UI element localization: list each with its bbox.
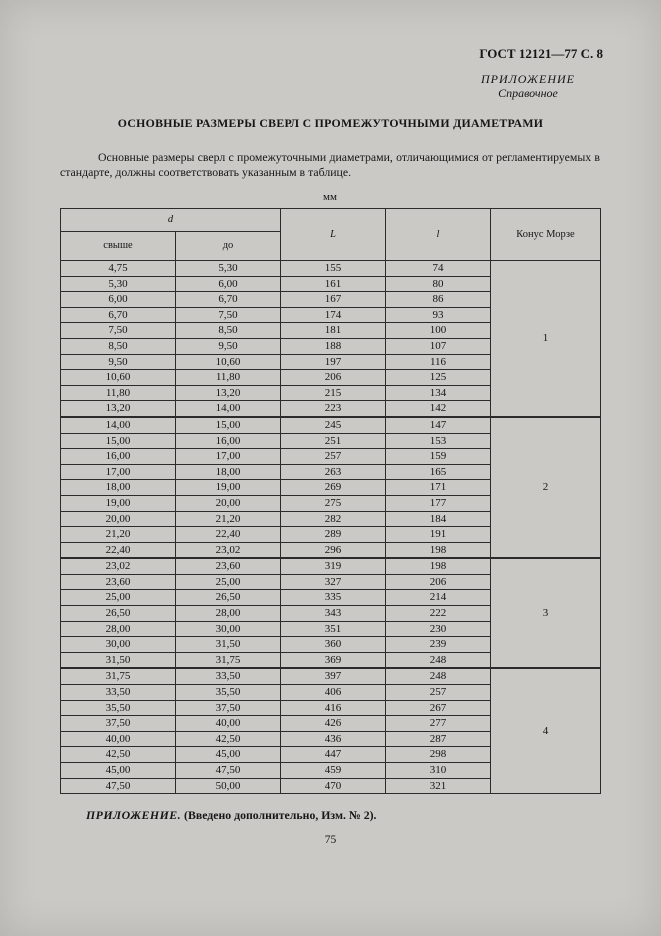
table-cell: 263: [281, 464, 386, 480]
table-cell: 9,50: [61, 354, 176, 370]
table-cell: 470: [281, 778, 386, 794]
table-cell: 298: [386, 747, 491, 763]
table-cell: 360: [281, 637, 386, 653]
table-cell: 93: [386, 307, 491, 323]
table-cell: 7,50: [61, 323, 176, 339]
table-cell: 74: [386, 261, 491, 277]
table-body: [61, 261, 601, 794]
table-cell: 184: [386, 511, 491, 527]
table-cell: 134: [386, 385, 491, 401]
table-cell: 10,60: [176, 354, 281, 370]
table-cell: 319: [281, 558, 386, 574]
table-header-row-1: [61, 209, 601, 232]
table-cell: 23,60: [176, 558, 281, 574]
table-cell: 198: [386, 558, 491, 574]
table-cell: 20,00: [61, 511, 176, 527]
table-cell: 17,00: [61, 464, 176, 480]
table-cell: 161: [281, 276, 386, 292]
table-cell: 188: [281, 338, 386, 354]
table-cell: 406: [281, 685, 386, 701]
table-cell: 6,00: [61, 292, 176, 308]
table-cell: 177: [386, 495, 491, 511]
table-cell: 248: [386, 668, 491, 684]
table-cell: 107: [386, 338, 491, 354]
col-header-konus-morze: Конус Морзе: [491, 209, 601, 261]
table-cell: 447: [281, 747, 386, 763]
table-cell: 296: [281, 542, 386, 558]
table-cell: 30,00: [176, 621, 281, 637]
table-cell: 426: [281, 716, 386, 732]
table-cell: 37,50: [176, 700, 281, 716]
table-cell: 19,00: [176, 480, 281, 496]
table-cell: 50,00: [176, 778, 281, 794]
col-header-do: до: [176, 232, 281, 261]
table-cell: 351: [281, 621, 386, 637]
units-label: мм: [323, 191, 337, 203]
table-cell: 245: [281, 417, 386, 433]
table-cell: 282: [281, 511, 386, 527]
table-cell: 21,20: [61, 527, 176, 543]
konus-morze-group-cell: 2: [491, 417, 601, 558]
table-cell: 20,00: [176, 495, 281, 511]
table-cell: 6,70: [176, 292, 281, 308]
table-row: [61, 417, 601, 433]
table-row: [61, 558, 601, 574]
table-cell: 171: [386, 480, 491, 496]
table-cell: 35,50: [61, 700, 176, 716]
table-cell: 16,00: [61, 449, 176, 465]
table-cell: 42,50: [176, 731, 281, 747]
col-header-L: L: [281, 209, 386, 261]
table-cell: 31,75: [61, 668, 176, 684]
table-cell: 13,20: [61, 401, 176, 417]
table-cell: 15,00: [176, 417, 281, 433]
table-cell: 269: [281, 480, 386, 496]
table-cell: 19,00: [61, 495, 176, 511]
table-cell: 31,75: [176, 652, 281, 668]
annex-subtitle: Справочное: [498, 86, 558, 100]
table-cell: 33,50: [176, 668, 281, 684]
table-cell: 147: [386, 417, 491, 433]
table-cell: 125: [386, 370, 491, 386]
table-cell: 31,50: [61, 652, 176, 668]
table-cell: 436: [281, 731, 386, 747]
table-cell: 17,00: [176, 449, 281, 465]
table-cell: 248: [386, 652, 491, 668]
table-cell: 369: [281, 652, 386, 668]
table-cell: 86: [386, 292, 491, 308]
table-cell: 206: [281, 370, 386, 386]
table-cell: 230: [386, 621, 491, 637]
table-cell: 287: [386, 731, 491, 747]
table-cell: 198: [386, 542, 491, 558]
table-cell: 45,00: [61, 763, 176, 779]
table-cell: 289: [281, 527, 386, 543]
table-cell: 165: [386, 464, 491, 480]
table-cell: 257: [386, 685, 491, 701]
table-cell: 222: [386, 606, 491, 622]
table-cell: 8,50: [61, 338, 176, 354]
table-cell: 31,50: [176, 637, 281, 653]
table-cell: 397: [281, 668, 386, 684]
table-cell: 142: [386, 401, 491, 417]
col-header-d: d: [61, 209, 281, 232]
table-cell: 9,50: [176, 338, 281, 354]
table-cell: 321: [386, 778, 491, 794]
table-cell: 6,70: [61, 307, 176, 323]
table-cell: 23,60: [61, 574, 176, 590]
table-cell: 5,30: [61, 276, 176, 292]
table-cell: 5,30: [176, 261, 281, 277]
dimensions-table: [60, 208, 601, 794]
table-row: [61, 261, 601, 277]
table-cell: 21,20: [176, 511, 281, 527]
table-cell: 45,00: [176, 747, 281, 763]
intro-paragraph: Основные размеры сверл с промежуточными диаметрами, отличающимися от регламентируемых в стандарте, должны соответствовать указанным в таблице.: [60, 150, 600, 179]
table-cell: 80: [386, 276, 491, 292]
table-cell: 13,20: [176, 385, 281, 401]
konus-morze-group-cell: 3: [491, 558, 601, 668]
konus-morze-group-cell: 1: [491, 261, 601, 417]
table-header: [61, 209, 601, 261]
table-cell: 25,00: [61, 590, 176, 606]
table-cell: 42,50: [61, 747, 176, 763]
table-cell: 33,50: [61, 685, 176, 701]
table-cell: 40,00: [61, 731, 176, 747]
table-cell: 257: [281, 449, 386, 465]
table-cell: 153: [386, 433, 491, 449]
table-cell: 267: [386, 700, 491, 716]
table-cell: 23,02: [61, 558, 176, 574]
table-cell: 197: [281, 354, 386, 370]
table-cell: 191: [386, 527, 491, 543]
table-cell: 310: [386, 763, 491, 779]
col-header-svyshe: свыше: [61, 232, 176, 261]
table-cell: 30,00: [61, 637, 176, 653]
table-cell: 116: [386, 354, 491, 370]
table-cell: 14,00: [61, 417, 176, 433]
table-cell: 459: [281, 763, 386, 779]
annex-block: [481, 72, 575, 100]
table-cell: 275: [281, 495, 386, 511]
table-cell: 18,00: [61, 480, 176, 496]
table-cell: 11,80: [61, 385, 176, 401]
annex-label: ПРИЛОЖЕНИЕ: [481, 72, 575, 86]
table-cell: 416: [281, 700, 386, 716]
table-cell: 7,50: [176, 307, 281, 323]
table-cell: 343: [281, 606, 386, 622]
table-cell: 174: [281, 307, 386, 323]
table-cell: 100: [386, 323, 491, 339]
table-cell: 181: [281, 323, 386, 339]
table-cell: 215: [281, 385, 386, 401]
table-cell: 28,00: [61, 621, 176, 637]
table-cell: 14,00: [176, 401, 281, 417]
konus-morze-group-cell: 4: [491, 668, 601, 793]
table-cell: 155: [281, 261, 386, 277]
footer-note: [86, 808, 606, 823]
table-cell: 16,00: [176, 433, 281, 449]
table-cell: 22,40: [61, 542, 176, 558]
table-cell: 23,02: [176, 542, 281, 558]
table-cell: 26,50: [176, 590, 281, 606]
table-cell: 47,50: [176, 763, 281, 779]
table-cell: 15,00: [61, 433, 176, 449]
table-cell: 6,00: [176, 276, 281, 292]
table-cell: 28,00: [176, 606, 281, 622]
table-cell: 159: [386, 449, 491, 465]
table-cell: 223: [281, 401, 386, 417]
table-row: [61, 668, 601, 684]
footer-note-amendment: (Введено дополнительно, Изм. № 2).: [181, 808, 377, 822]
table-cell: 239: [386, 637, 491, 653]
footer-note-annex-word: ПРИЛОЖЕНИЕ.: [86, 808, 182, 822]
table-cell: 8,50: [176, 323, 281, 339]
table-cell: 26,50: [61, 606, 176, 622]
table-cell: 251: [281, 433, 386, 449]
table-cell: 22,40: [176, 527, 281, 543]
document-title: ОСНОВНЫЕ РАЗМЕРЫ СВЕРЛ С ПРОМЕЖУТОЧНЫМИ ДИАМЕТРАМИ: [117, 116, 544, 130]
page-number: 75: [324, 834, 337, 846]
table-cell: 47,50: [61, 778, 176, 794]
table-cell: 335: [281, 590, 386, 606]
table-cell: 4,75: [61, 261, 176, 277]
page-header-gost-number: ГОСТ 12121—77 С. 8: [479, 46, 603, 61]
table-cell: 35,50: [176, 685, 281, 701]
table-cell: 277: [386, 716, 491, 732]
table-cell: 11,80: [176, 370, 281, 386]
table-cell: 40,00: [176, 716, 281, 732]
table-cell: 214: [386, 590, 491, 606]
table-cell: 37,50: [61, 716, 176, 732]
table-cell: 167: [281, 292, 386, 308]
table-cell: 327: [281, 574, 386, 590]
table-cell: 18,00: [176, 464, 281, 480]
col-header-l: l: [386, 209, 491, 261]
table-cell: 10,60: [61, 370, 176, 386]
table-cell: 25,00: [176, 574, 281, 590]
table-cell: 206: [386, 574, 491, 590]
